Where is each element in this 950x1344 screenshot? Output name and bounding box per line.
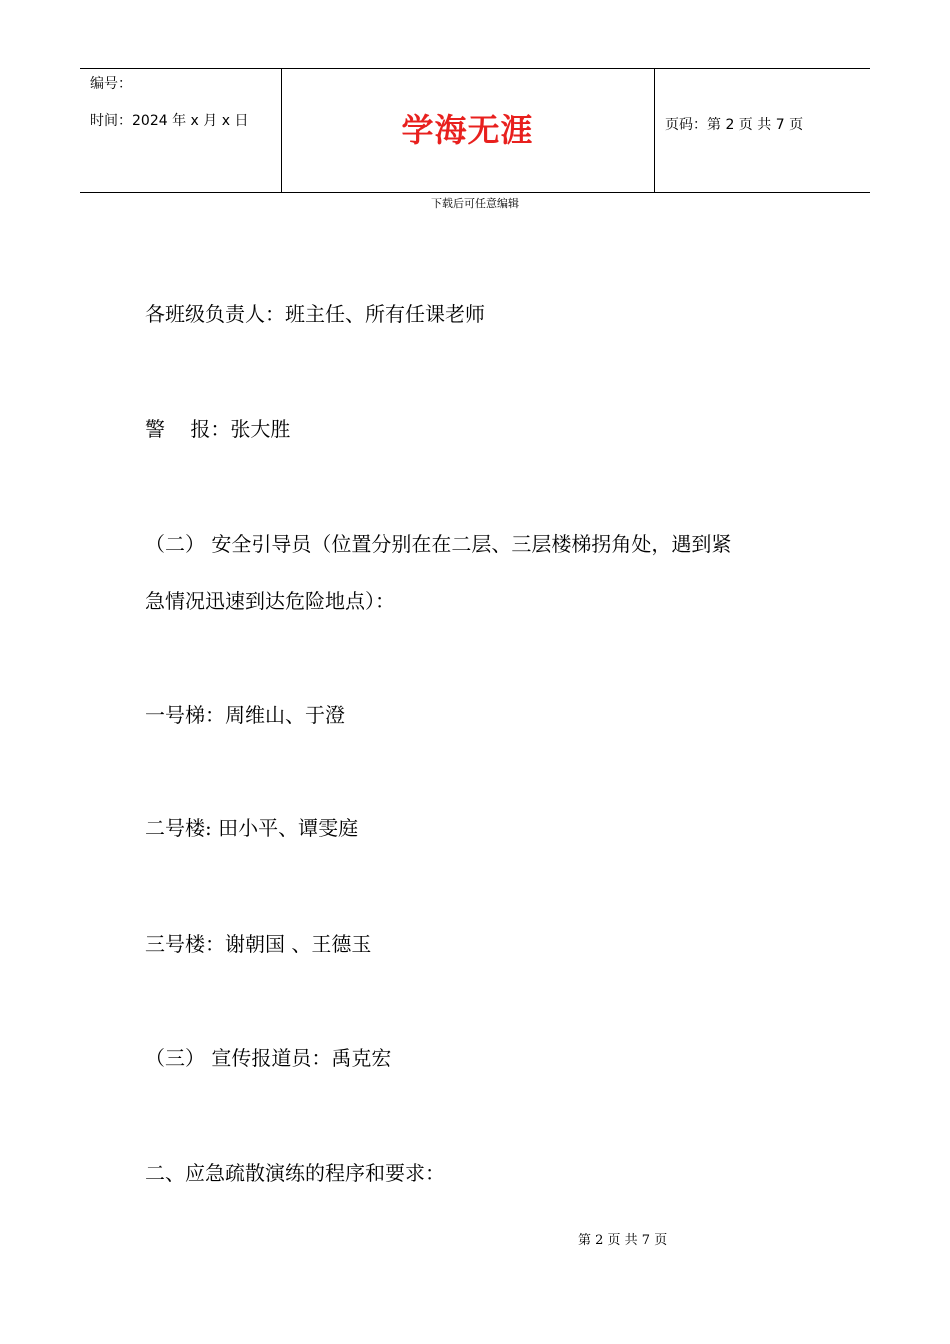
header-left-cell bbox=[80, 69, 282, 192]
body-line: 三号楼：谢朝国 、王德玉 bbox=[145, 932, 372, 956]
header-middle-cell bbox=[281, 69, 655, 192]
body-line: 各班级负责人：班主任、所有任课老师 bbox=[145, 302, 485, 326]
body-line: 一号梯：周维山、于澄 bbox=[145, 703, 345, 727]
editable-note: 下载后可任意编辑 bbox=[431, 197, 519, 210]
body-line: （三） 宣传报道员：禹克宏 bbox=[145, 1046, 392, 1070]
footer-page-number: 第 2 页 共 7 页 bbox=[578, 1233, 668, 1248]
document-header bbox=[80, 68, 870, 193]
brand-title: 学海无涯 bbox=[401, 111, 534, 149]
body-line: 二号楼: 田小平、谭雯庭 bbox=[145, 816, 359, 840]
body-line: （二） 安全引导员（位置分别在在二层、三层楼梯拐角处，遇到紧 bbox=[145, 532, 732, 556]
body-line: 警 报：张大胜 bbox=[145, 417, 291, 441]
document-time-label: 时间：2024 年 x 月 x 日 bbox=[90, 113, 249, 129]
body-line: 二、应急疏散演练的程序和要求： bbox=[145, 1161, 445, 1185]
header-page-label: 页码：第 2 页 共 7 页 bbox=[665, 117, 804, 133]
header-right-cell bbox=[655, 69, 870, 192]
body-line: 急情况迅速到达危险地点）： bbox=[145, 589, 395, 613]
document-number-label: 编号： bbox=[90, 76, 132, 92]
